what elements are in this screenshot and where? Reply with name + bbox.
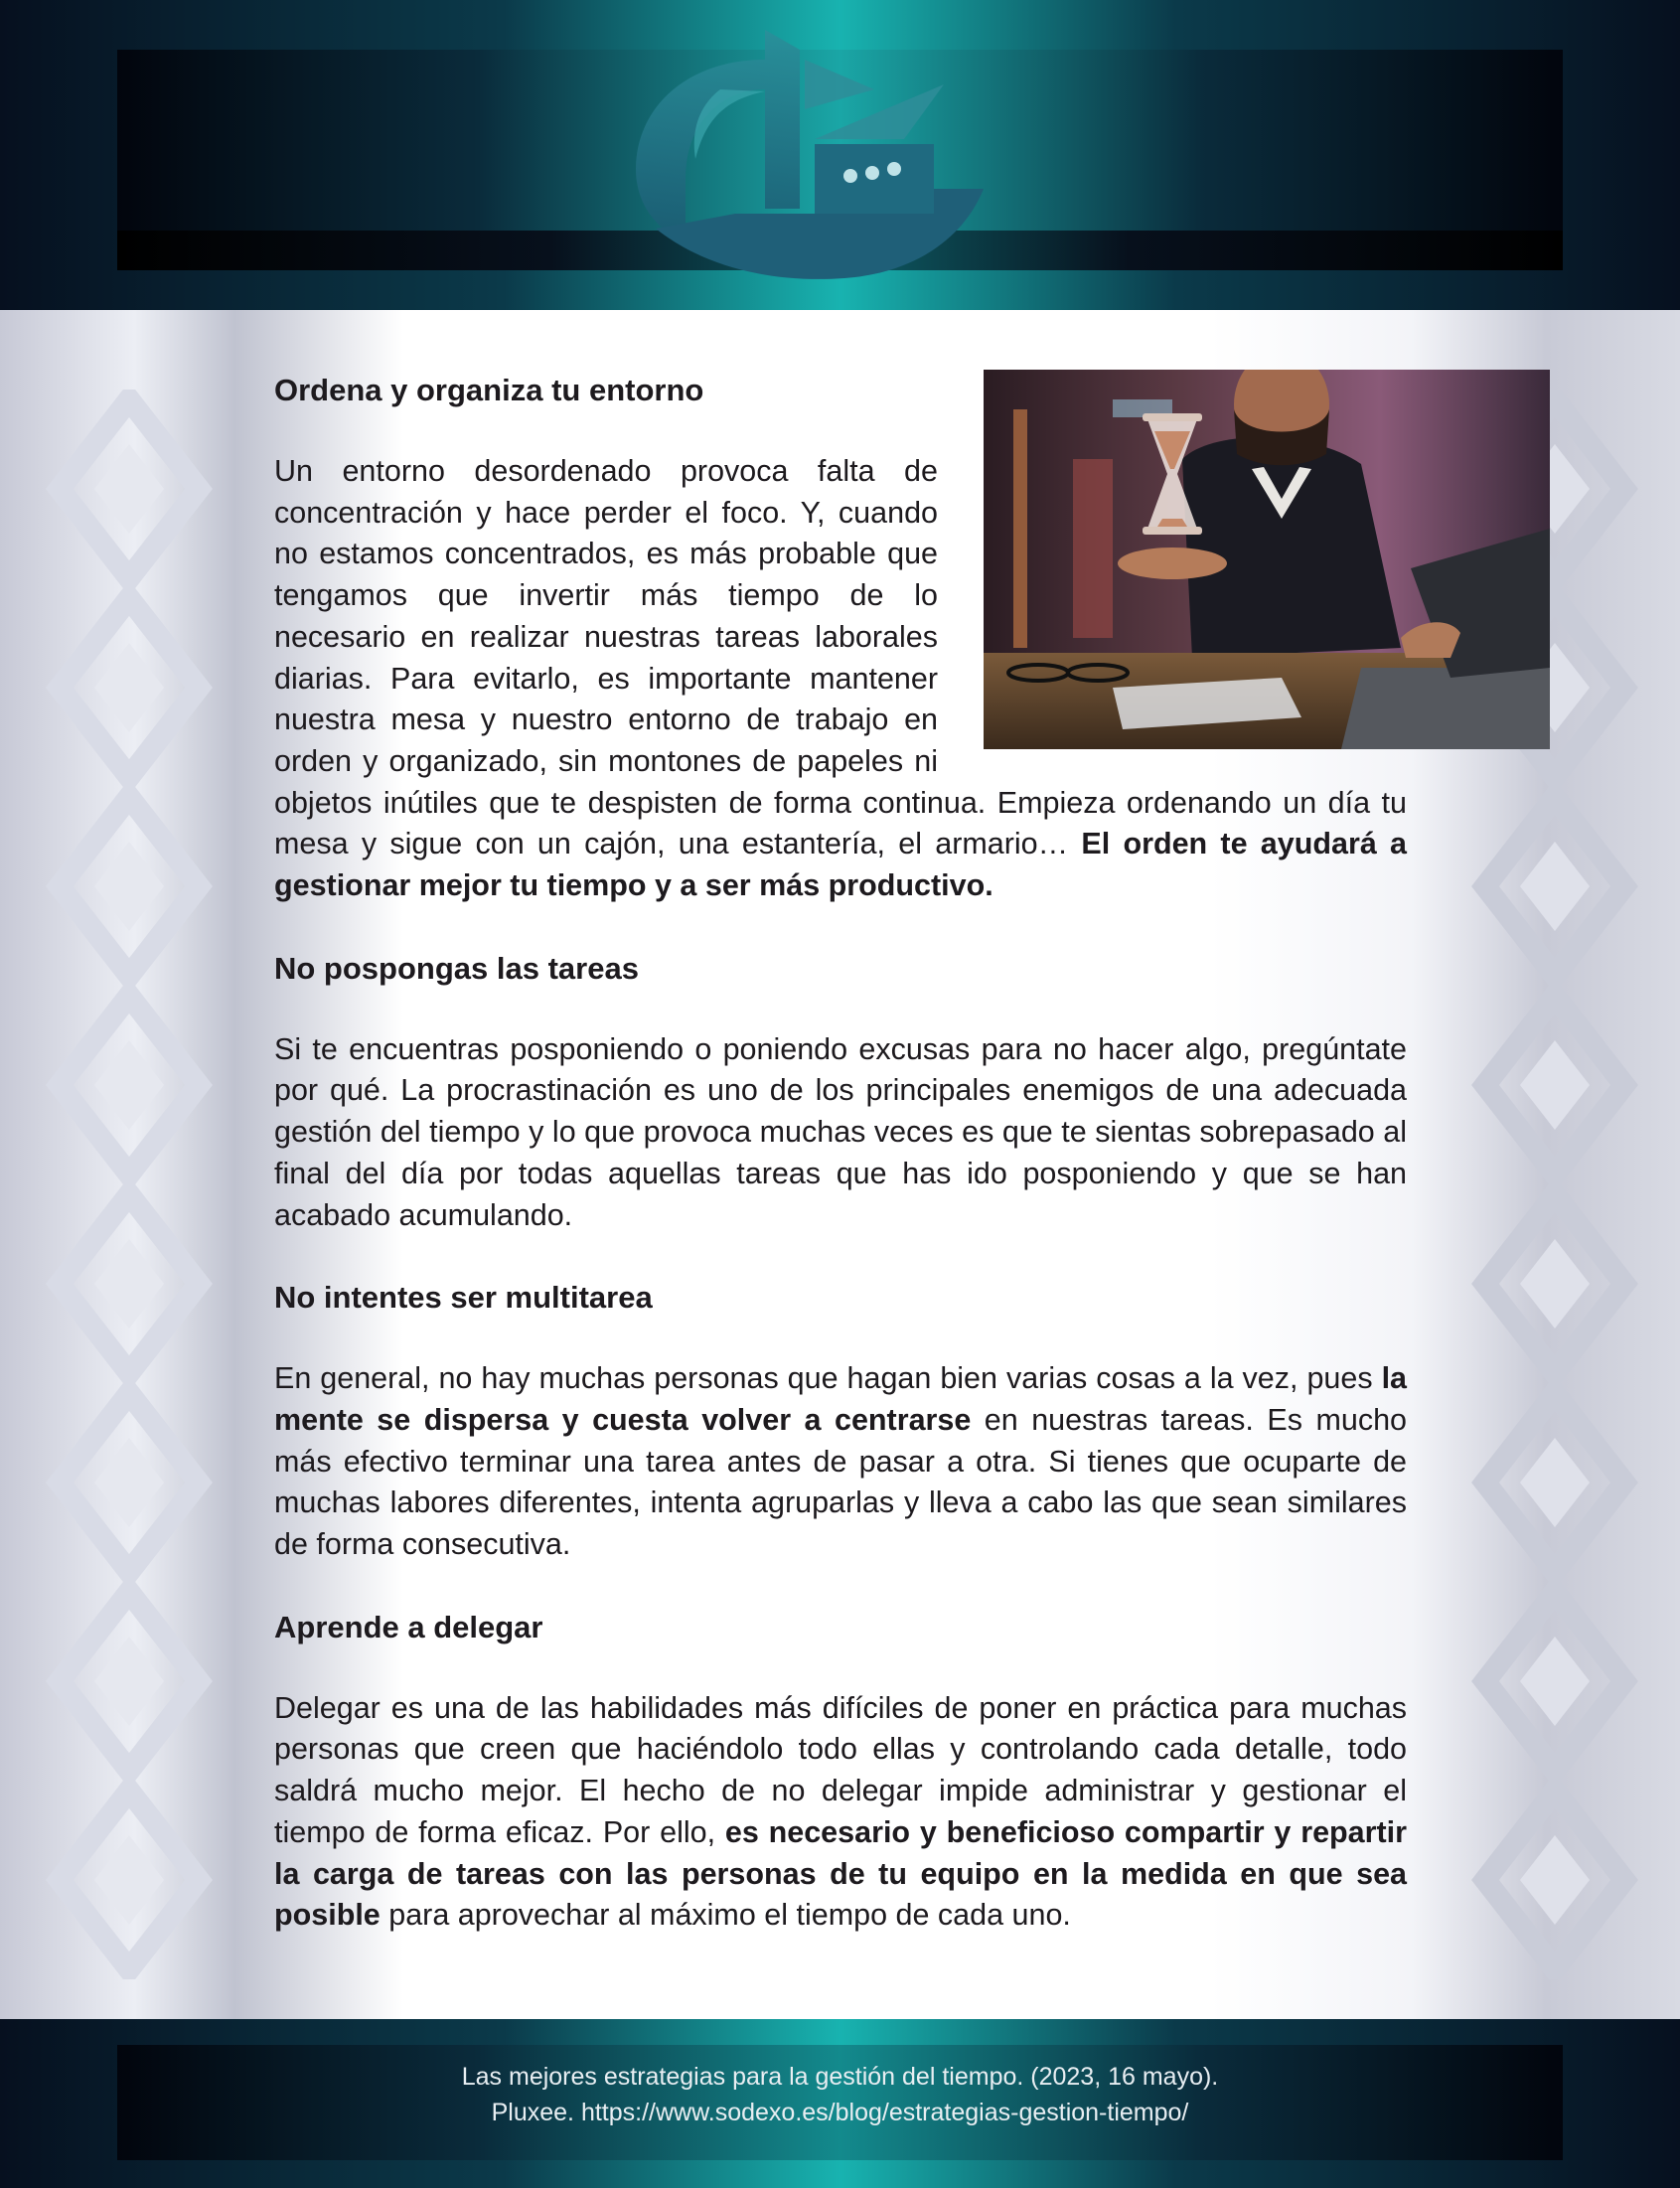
citation [0, 2059, 1680, 2130]
paragraph-text: Delegar es una de las habilidades más difíciles de poner en práctica para muchas personas que creen que haciéndolo todo ellas y controlando cada detalle, todo saldrá mucho mejor. El hecho de no delegar impide administrar y gestionar el tiempo de forma eficaz. Por ello, [274, 1690, 1407, 1849]
paragraph-text: en nuestras tareas. Es mucho más efectivo terminar una tarea antes de pasar a otra. Si tienes que ocuparte de muchas labores diferentes, intenta agruparlas y lleva a cabo las que sean similares de forma consecutiva. [274, 1402, 1408, 1562]
paragraph-bold-text: El orden te ayudará a gestionar mejor tu tiempo y a ser más productivo. [274, 827, 1408, 903]
footer-band [0, 2019, 1680, 2188]
paragraph-text: En general, no hay muchas personas que hagan bien varias cosas a la vez, pues [274, 1361, 1382, 1396]
hourglass-businessman-photo [984, 370, 1550, 749]
header-band [0, 0, 1680, 310]
article-body [274, 370, 1407, 1977]
diamond-pattern-left [30, 390, 229, 1979]
paragraph-text: Un entorno desordenado provoca falta de concentración y hace perder el foco. Y, cuando no estamos concentrados, es más probable que tengamos que invertir más tiempo de lo necesario en realizar nuestras tareas laborales diarias. Para evitarlo, es importante mantener nuestra mesa y nuestro entorno de trabajo en orden y organizado, sin montones de papeles ni objetos inútiles que te despisten de forma continua. Empieza ordenando un día tu mesa y sigue con un cajón, una estantería, el armario… [274, 454, 1407, 861]
paragraph-bold-text: la mente se dispersa y cuesta volver a centrarse [274, 1361, 1407, 1437]
content-panel [0, 310, 1680, 2019]
paragraph-bold-text: es necesario y beneficioso compartir y repartir la carga de tareas con las personas de tu equipo en la medida en que sea posible [274, 1814, 1407, 1933]
section-heading: No intentes ser multitarea [274, 1280, 653, 1316]
citation-line-2: Pluxee. https://www.sodexo.es/blog/estrategias-gestion-tiempo/ [491, 2099, 1189, 2126]
section-heading: Aprende a delegar [274, 1609, 543, 1644]
section-paragraph [274, 1688, 1407, 1937]
section-heading: No pospongas las tareas [274, 950, 639, 986]
section-paragraph: Si te encuentras posponiendo o poniendo excusas para no hacer algo, pregúntate por qué. La procrastinación es uno de los principales enemigos de una adecuada gestión del tiempo y lo que provoca muchas veces es que te sientas sobrepasado al final del día por todas aquellas tareas que has ido posponiendo y que se han acabado acumulando. [274, 1031, 1407, 1232]
section-heading: Ordena y organiza tu entorno [274, 373, 704, 407]
ship-logo-icon [616, 30, 1083, 303]
citation-line-1: Las mejores estrategias para la gestión del tiempo. (2023, 16 mayo). [461, 2063, 1219, 2091]
paragraph-text: para aprovechar al máximo el tiempo de cada uno. [380, 1898, 1071, 1933]
section-paragraph [274, 1358, 1407, 1566]
